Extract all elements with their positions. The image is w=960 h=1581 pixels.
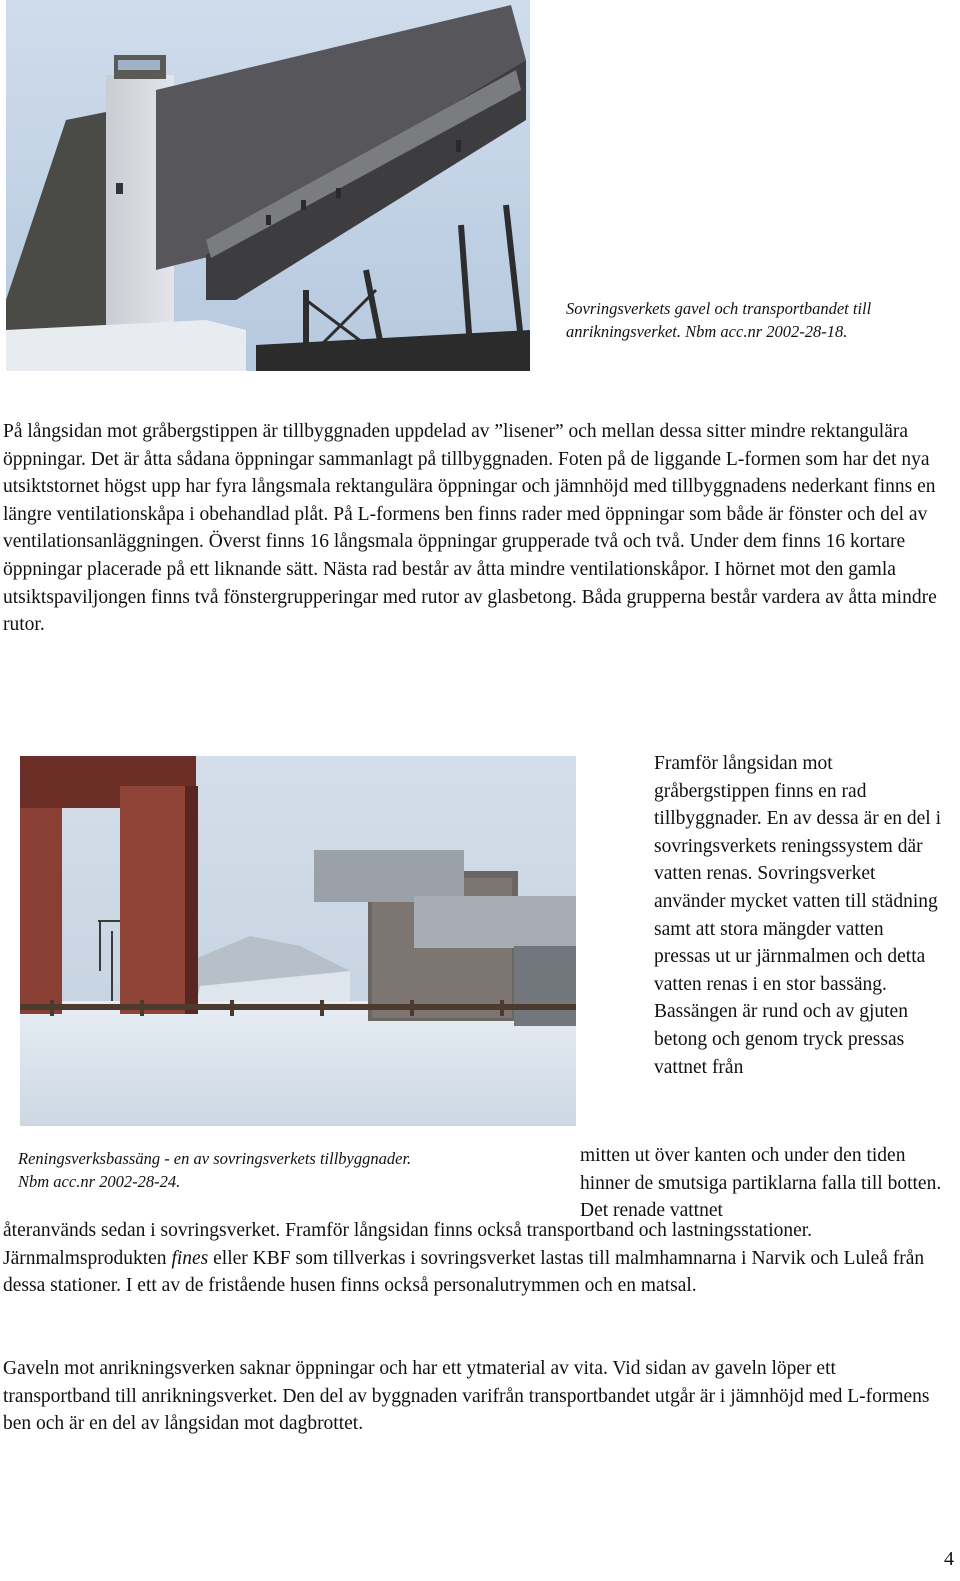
page-number: 4 bbox=[944, 1548, 954, 1570]
paragraph-extensions-column: Framför långsidan mot gråbergstippen finns en rad tillbyggnader. En av dessa är en del i sovringsverkets reningssystem där vatten renas. Sovringsverket använder mycket vatten till städning samt att stora mängder vatten pressas ut ur järnmalmen och detta vatten renas i en stor bassäng. Bassängen är rund och av gjuten betong och genom tryck pressas vattnet från bbox=[654, 753, 941, 1078]
photo-basin-caption-line1: Reningsverksbassäng - en av sovringsverkets tillbyggnader. bbox=[18, 1149, 412, 1168]
paragraph-extensions-text-before: återanvänds sedan i sovringsverket. Framför långsidan finns också transportband och lastningsstationer. Järnmalmsprodukten bbox=[3, 1220, 813, 1269]
paragraph-extensions-continued bbox=[3, 1217, 948, 1300]
photo-gable-conveyor bbox=[6, 0, 530, 371]
photo-gable-caption-line2: anrikningsverket. Nbm acc.nr 2002-28-18. bbox=[566, 322, 848, 341]
photo-gable-caption-line1: Sovringsverkets gavel och transportbandet till bbox=[566, 299, 872, 318]
paragraph-long-side: På långsidan mot gråbergstippen är tillbyggnaden uppdelad av ”lisener” och mellan dessa sitter mindre rektangulära öppningar. Det är åtta sådana öppningar sammanlagt på tillbyggnaden. Foten på de liggande L-formen som har det nya utsiktstornet högst upp har fyra långsmala rektangulära öppningar och jämnhöjd med tillbyggnadens nederkant finns en längre ventilationskåpa i obehandlad plåt. På L-formens ben finns rader med öppningar som både är fönster och del av ventilationsanläggningen. Överst finns 16 långsmala öppningar grupperade två och två. Under dem finns 16 kortare öppningar placerade på ett liknande sätt. Nästa rad består av åtta mindre ventilationskåpor. I hörnet mot den gamla utsiktspaviljongen finns två fönstergrupperingar med rutor av glasbetong. Båda grupperna består vardera av åtta mindre rutor. bbox=[3, 421, 937, 636]
paragraph-extensions-text-after: eller KBF som tillverkas i sovringsverket lastas till malmhamnarna i Narvik och Luleå från dessa stationer. I ett av de fristående husen finns också personalutrymmen och en matsal. bbox=[3, 1247, 925, 1297]
photo-basin-caption bbox=[18, 1147, 538, 1193]
paragraph-gable: Gaveln mot anrikningsverken saknar öppningar och har ett ytmaterial av vita. Vid sidan av gaveln löper ett transportband till anrikningsverket. Den del av byggnaden varifrån transportbandet utgår är i jämnhöjd med L-formens ben och är en del av långsidan mot dagbrottet. bbox=[3, 1358, 930, 1435]
photo-basin-caption-line2: Nbm acc.nr 2002-28-24. bbox=[18, 1172, 181, 1191]
product-name-fines: fines bbox=[171, 1247, 209, 1269]
photo-gable-conveyor-image bbox=[6, 0, 530, 371]
photo-gable-caption bbox=[566, 297, 946, 343]
photo-treatment-basin bbox=[20, 756, 576, 1126]
paragraph-extensions-mid: mitten ut över kanten och under den tiden hinner de smutsiga partiklarna falla till botten. Det renade vattnet bbox=[580, 1145, 942, 1222]
photo-treatment-basin-image bbox=[20, 756, 576, 1126]
